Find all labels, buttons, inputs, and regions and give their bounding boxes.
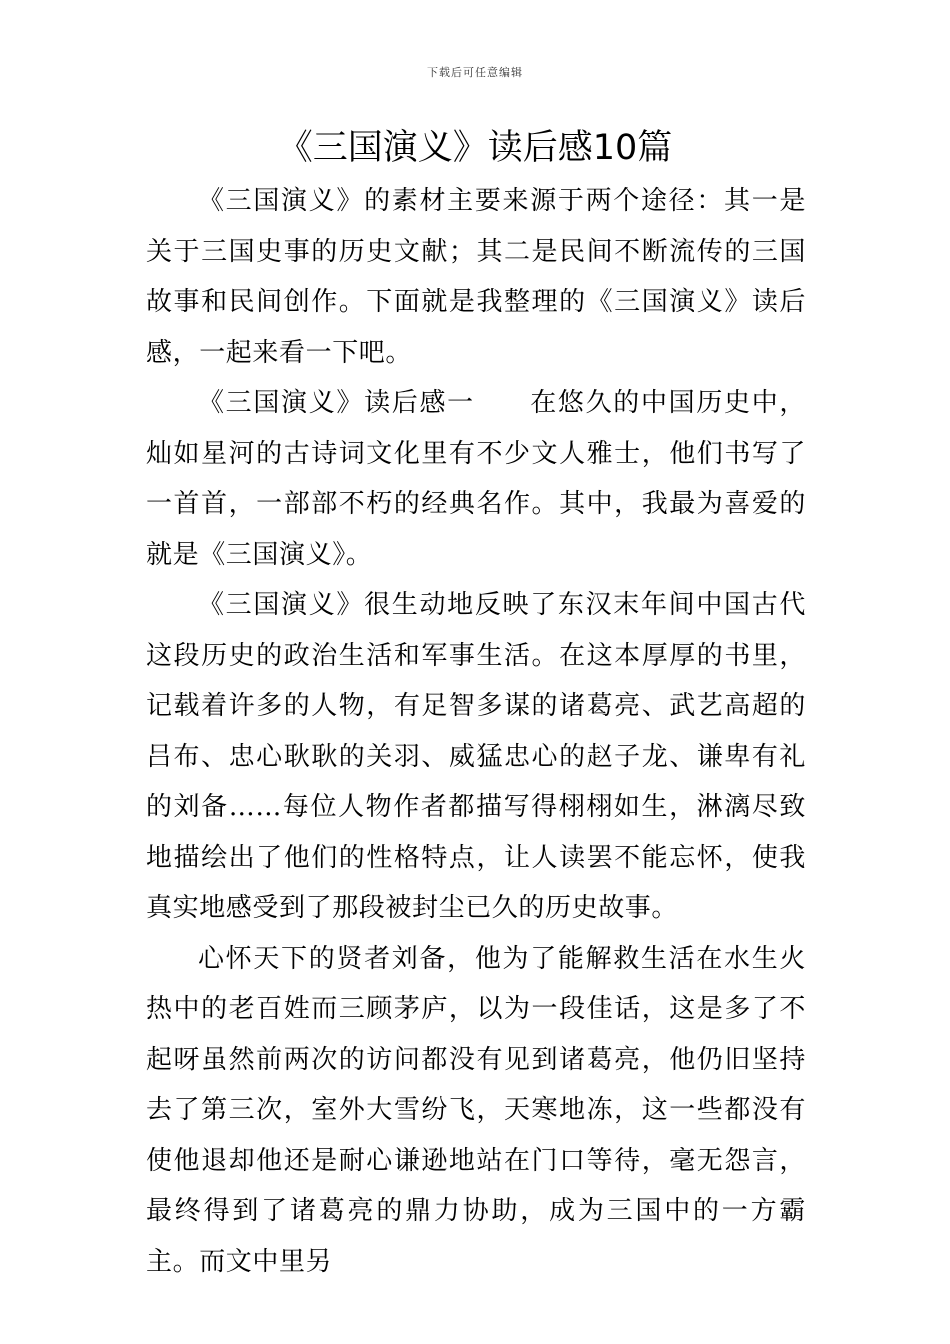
page-title: 《三国演义》读后感10篇 [277,128,673,168]
header-note: 下载后可任意编辑 [427,66,523,79]
paragraph-review-one: 《三国演义》读后感一 在悠久的中国历史中，灿如星河的古诗词文化里有不少文人雅士，他们书写了一首首，一部部不朽的经典名作。其中，我最为喜爱的就是《三国演义》。 [146,388,806,570]
paragraph-liu-bei: 心怀天下的贤者刘备，他为了能解救生活在水生火热中的老百姓而三顾茅庐，以为一段佳话，这是多了不起呀虽然前两次的访问都没有见到诸葛亮，他仍旧坚持去了第三次，室外大雪纷飞，天寒地冻，这一些都没有使他退却他还是耐心谦逊地站在门口等待，毫无怨言，最终得到了诸葛亮的鼎力协助，成为三国中的一方霸主。而文中里另 [146,943,806,1277]
document-body [146,176,806,1287]
paragraph-history: 《三国演义》很生动地反映了东汉末年间中国古代这段历史的政治生活和军事生活。在这本厚厚的书里，记载着许多的人物，有足智多谋的诸葛亮、武艺高超的吕布、忠心耿耿的关羽、威猛忠心的赵子龙、谦卑有礼的刘备……每位人物作者都描写得栩栩如生，淋漓尽致地描绘出了他们的性格特点，让人读罢不能忘怀，使我真实地感受到了那段被封尘已久的历史故事。 [146,590,806,923]
paragraph-intro: 《三国演义》的素材主要来源于两个途径：其一是关于三国史事的历史文献；其二是民间不断流传的三国故事和民间创作。下面就是我整理的《三国演义》读后感，一起来看一下吧。 [146,186,806,368]
